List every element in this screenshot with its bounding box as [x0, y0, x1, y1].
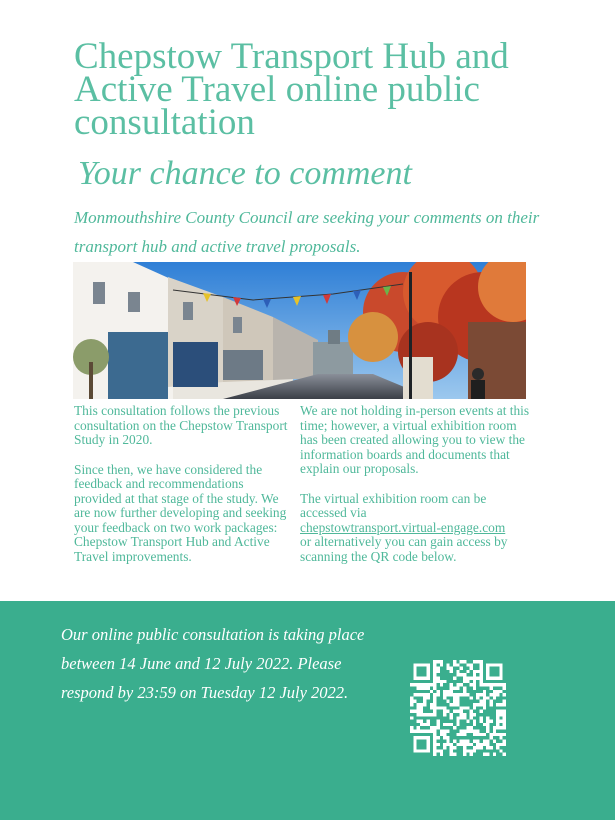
- work-packages-text: Since then, we have considered the feedback and recommendations provided at that stage of the study. We are now further developing and seeking your feedback on two work packages: Chepstow Transport Hub and Active Travel improvements.: [74, 461, 287, 564]
- body-column-left: [74, 404, 294, 579]
- footer-banner: [0, 601, 615, 820]
- street-photo: [73, 262, 526, 399]
- consultation-background-text: This consultation follows the previous consultation on the Chepstow Transport Study in 2020.: [74, 403, 288, 447]
- consultation-dates-text: Our online public consultation is taking place between 14 June and 12 July 2022. Please respond by 23:59 on Tuesday 12 July 2022.: [61, 625, 365, 702]
- virtual-exhibition-text: We are not holding in-person events at this time; however, a virtual exhibition room has been created allowing you to view the information boards and documents that explain our proposals.: [300, 403, 530, 476]
- qr-code-icon[interactable]: [410, 660, 506, 756]
- access-text-end: or alternatively you can gain access by scanning the QR code below.: [300, 534, 508, 564]
- access-text-start: The virtual exhibition room can be accessed via: [300, 490, 487, 520]
- page-title: Chepstow Transport Hub and Active Travel online public consultation: [74, 36, 509, 143]
- access-instructions: [300, 492, 535, 565]
- intro-text: Monmouthshire County Council are seeking your comments on their transport hub and active travel proposals.: [74, 208, 540, 256]
- exhibition-link[interactable]: chepstowtransport.virtual-engage.com: [300, 519, 506, 535]
- page-subtitle: Your chance to comment: [78, 155, 412, 192]
- body-column-right: [300, 404, 535, 579]
